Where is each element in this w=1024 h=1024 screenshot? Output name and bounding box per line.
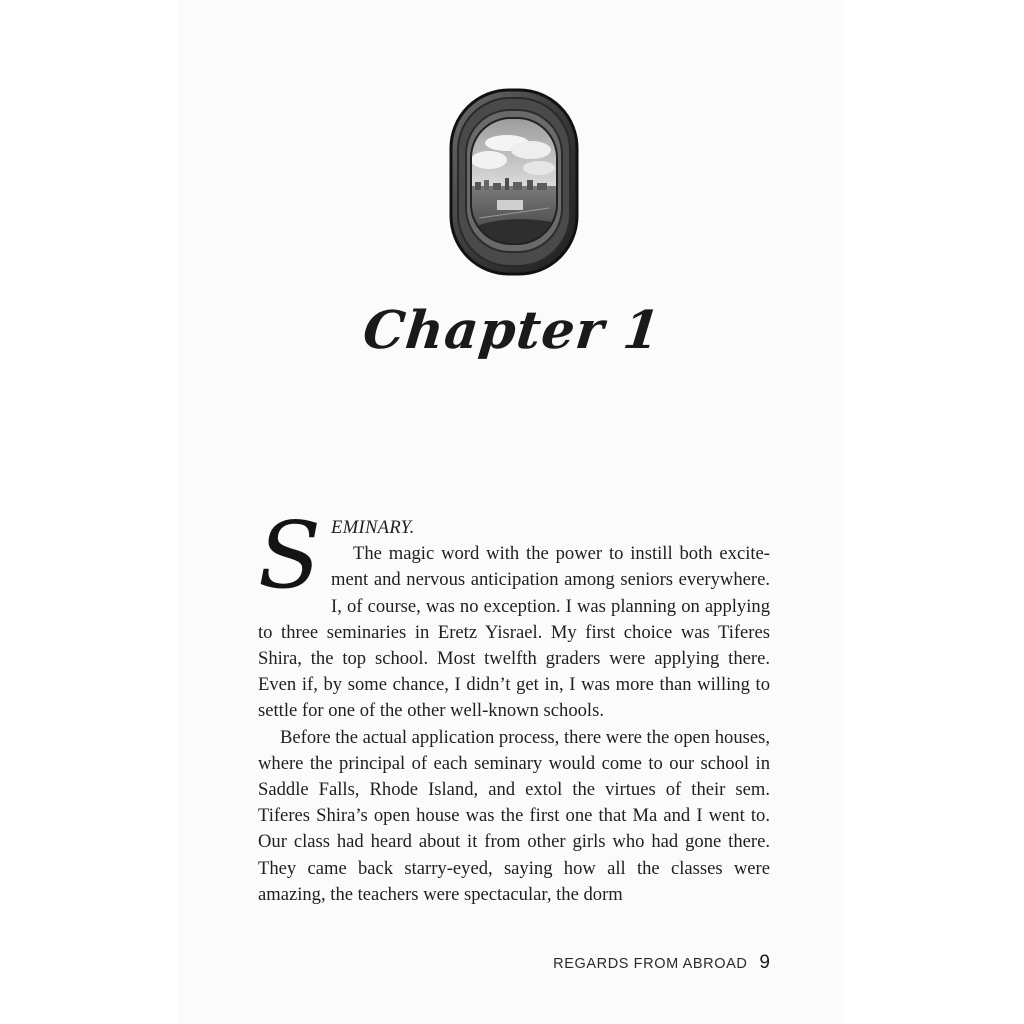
- chapter-title: Chapter 1: [360, 300, 664, 361]
- airplane-window-illustration: [449, 88, 579, 276]
- opening-word: EMINARY.: [331, 517, 415, 538]
- running-head: REGARDS FROM ABROAD: [553, 956, 748, 972]
- page-footer: [553, 952, 770, 974]
- body-text: [258, 502, 770, 908]
- paragraph-2: Before the actual application process, there were the open houses, where the principal of each seminary would come to our school in Saddle Falls, Rhode Island, and extol the virtues of their sem. Tiferes Shira’s open house was the first one that Ma and I went to. Our class had heard about it from other girls who had gone there. They came back starry-eyed, saying how all the classes were amazing, the teachers were spectacular, the dorm: [258, 726, 770, 905]
- drop-cap: S: [258, 502, 322, 609]
- paragraph-1: [258, 502, 770, 725]
- page-number: 9: [759, 952, 770, 973]
- paragraph-1-text: The magic word with the power to instill both excitement and nervous anticipation among seniors everywhere. I, of course, was no exception. I was planning on applying to three seminaries in Eretz Yisrael. My first choice was Tiferes Shira, the top school. Most twelfth graders were applying there. Even if, by some chance, I didn’t get in, I was more than willing to settle for one of the other well-known schools.: [258, 543, 770, 722]
